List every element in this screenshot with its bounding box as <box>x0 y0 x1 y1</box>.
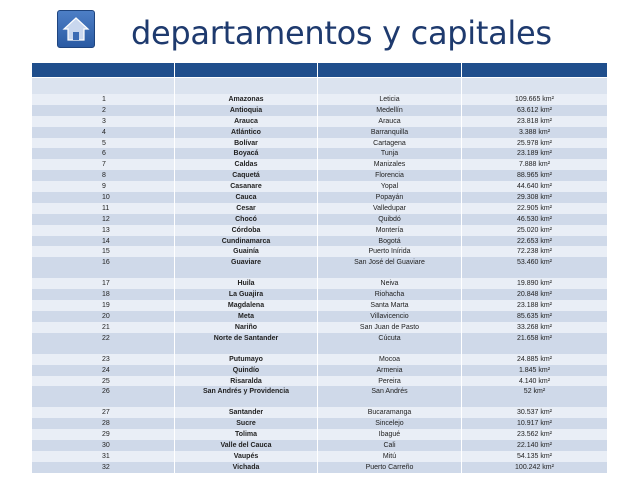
department-name: Atlántico <box>175 127 318 138</box>
area-value: 72.238 km² <box>462 246 608 257</box>
table-row <box>32 214 608 225</box>
table-row <box>32 116 608 127</box>
table-row <box>32 225 608 236</box>
capital-name: Manizales <box>318 159 462 170</box>
capital-name: Valledupar <box>318 203 462 214</box>
row-number: 23 <box>32 354 175 365</box>
capital-name: Popayán <box>318 192 462 203</box>
table-row <box>32 407 608 418</box>
capital-name: Puerto Carreño <box>318 462 462 473</box>
table-row <box>32 148 608 159</box>
department-name: Meta <box>175 311 318 322</box>
area-value: 23.818 km² <box>462 116 608 127</box>
capital-name: Cartagena <box>318 138 462 149</box>
capital-name: Tunja <box>318 148 462 159</box>
row-number: 25 <box>32 376 175 387</box>
capital-name: Medellín <box>318 105 462 116</box>
area-value: 52 km² <box>462 386 608 407</box>
department-name: Antioquia <box>175 105 318 116</box>
header-cell <box>175 63 318 78</box>
capital-name: Quibdó <box>318 214 462 225</box>
table-row <box>32 192 608 203</box>
department-name: Caldas <box>175 159 318 170</box>
departments-table-container <box>31 62 607 473</box>
row-number: 3 <box>32 116 175 127</box>
department-name: Huila <box>175 278 318 289</box>
table-row <box>32 246 608 257</box>
area-value: 20.848 km² <box>462 289 608 300</box>
area-value: 100.242 km² <box>462 462 608 473</box>
capital-name: Montería <box>318 225 462 236</box>
table-row <box>32 462 608 473</box>
row-number: 5 <box>32 138 175 149</box>
area-value: 22.905 km² <box>462 203 608 214</box>
department-name: Cesar <box>175 203 318 214</box>
department-name: Risaralda <box>175 376 318 387</box>
row-number: 15 <box>32 246 175 257</box>
row-number: 12 <box>32 214 175 225</box>
table-header <box>32 63 608 78</box>
area-value: 85.635 km² <box>462 311 608 322</box>
area-value: 21.658 km² <box>462 333 608 354</box>
area-value: 109.665 km² <box>462 94 608 105</box>
row-number: 31 <box>32 451 175 462</box>
table-row <box>32 440 608 451</box>
area-value: 46.530 km² <box>462 214 608 225</box>
table-row <box>32 386 608 407</box>
department-name: Arauca <box>175 116 318 127</box>
table-row <box>32 203 608 214</box>
area-value: 3.388 km² <box>462 127 608 138</box>
capital-name: Ibagué <box>318 429 462 440</box>
area-value: 22.140 km² <box>462 440 608 451</box>
table-row <box>32 300 608 311</box>
capital-name: San Juan de Pasto <box>318 322 462 333</box>
department-name: Tolima <box>175 429 318 440</box>
row-number: 30 <box>32 440 175 451</box>
department-name: Cundinamarca <box>175 236 318 247</box>
area-value: 63.612 km² <box>462 105 608 116</box>
department-name: La Guajira <box>175 289 318 300</box>
row-number: 29 <box>32 429 175 440</box>
capital-name: Cali <box>318 440 462 451</box>
table-row <box>32 322 608 333</box>
department-name: Quindío <box>175 365 318 376</box>
header-cell <box>462 63 608 78</box>
area-value: 44.640 km² <box>462 181 608 192</box>
capital-name: Bucaramanga <box>318 407 462 418</box>
row-number: 10 <box>32 192 175 203</box>
table-row <box>32 278 608 289</box>
table-row <box>32 418 608 429</box>
department-name: Vichada <box>175 462 318 473</box>
department-name: Cauca <box>175 192 318 203</box>
department-name: Caquetá <box>175 170 318 181</box>
row-number: 1 <box>32 94 175 105</box>
capital-name: Arauca <box>318 116 462 127</box>
area-value: 23.189 km² <box>462 148 608 159</box>
row-number: 26 <box>32 386 175 407</box>
department-name: Casanare <box>175 181 318 192</box>
department-name: Norte de Santander <box>175 333 318 354</box>
row-number: 14 <box>32 236 175 247</box>
department-name: Valle del Cauca <box>175 440 318 451</box>
area-value: 10.917 km² <box>462 418 608 429</box>
area-value: 25.978 km² <box>462 138 608 149</box>
capital-name: San Andrés <box>318 386 462 407</box>
department-name: Vaupés <box>175 451 318 462</box>
row-number: 22 <box>32 333 175 354</box>
department-name: Magdalena <box>175 300 318 311</box>
row-number: 6 <box>32 148 175 159</box>
table-row <box>32 236 608 247</box>
capital-name: Sincelejo <box>318 418 462 429</box>
table-row <box>32 257 608 278</box>
department-name: Guainía <box>175 246 318 257</box>
capital-name: Riohacha <box>318 289 462 300</box>
area-value: 25.020 km² <box>462 225 608 236</box>
area-value: 1.845 km² <box>462 365 608 376</box>
row-number: 16 <box>32 257 175 278</box>
row-number: 7 <box>32 159 175 170</box>
table-row <box>32 429 608 440</box>
table-row <box>32 376 608 387</box>
row-number: 4 <box>32 127 175 138</box>
area-value: 88.965 km² <box>462 170 608 181</box>
page-title: departamentos y capitales <box>131 14 552 52</box>
table-spacer-row <box>32 78 608 95</box>
departments-table <box>31 62 608 473</box>
capital-name: Cúcuta <box>318 333 462 354</box>
area-value: 19.890 km² <box>462 278 608 289</box>
capital-name: Santa Marta <box>318 300 462 311</box>
row-number: 9 <box>32 181 175 192</box>
row-number: 21 <box>32 322 175 333</box>
capital-name: Florencia <box>318 170 462 181</box>
capital-name: San José del Guaviare <box>318 257 462 278</box>
department-name: Santander <box>175 407 318 418</box>
capital-name: Barranquilla <box>318 127 462 138</box>
area-value: 53.460 km² <box>462 257 608 278</box>
table-row <box>32 105 608 116</box>
capital-name: Villavicencio <box>318 311 462 322</box>
table-row <box>32 365 608 376</box>
department-name: Amazonas <box>175 94 318 105</box>
department-name: Boyacá <box>175 148 318 159</box>
row-number: 24 <box>32 365 175 376</box>
table-row <box>32 354 608 365</box>
capital-name: Bogotá <box>318 236 462 247</box>
header-cell <box>32 63 175 78</box>
header-cell <box>318 63 462 78</box>
row-number: 32 <box>32 462 175 473</box>
row-number: 2 <box>32 105 175 116</box>
table-row <box>32 451 608 462</box>
area-value: 54.135 km² <box>462 451 608 462</box>
department-name: Córdoba <box>175 225 318 236</box>
table-row <box>32 170 608 181</box>
home-icon <box>62 15 90 43</box>
capital-name: Armenia <box>318 365 462 376</box>
capital-name: Pereira <box>318 376 462 387</box>
capital-name: Mocoa <box>318 354 462 365</box>
department-name: Bolívar <box>175 138 318 149</box>
department-name: Nariño <box>175 322 318 333</box>
table-row <box>32 94 608 105</box>
row-number: 28 <box>32 418 175 429</box>
row-number: 20 <box>32 311 175 322</box>
department-name: Putumayo <box>175 354 318 365</box>
table-row <box>32 333 608 354</box>
department-name: Sucre <box>175 418 318 429</box>
capital-name: Neiva <box>318 278 462 289</box>
capital-name: Mitú <box>318 451 462 462</box>
area-value: 30.537 km² <box>462 407 608 418</box>
area-value: 33.268 km² <box>462 322 608 333</box>
row-number: 8 <box>32 170 175 181</box>
row-number: 18 <box>32 289 175 300</box>
department-name: Guaviare <box>175 257 318 278</box>
area-value: 7.888 km² <box>462 159 608 170</box>
row-number: 17 <box>32 278 175 289</box>
capital-name: Yopal <box>318 181 462 192</box>
row-number: 19 <box>32 300 175 311</box>
area-value: 23.188 km² <box>462 300 608 311</box>
table-row <box>32 289 608 300</box>
table-row <box>32 138 608 149</box>
department-name: Chocó <box>175 214 318 225</box>
area-value: 29.308 km² <box>462 192 608 203</box>
capital-name: Leticia <box>318 94 462 105</box>
table-row <box>32 127 608 138</box>
row-number: 27 <box>32 407 175 418</box>
table-body <box>32 78 608 473</box>
area-value: 23.562 km² <box>462 429 608 440</box>
capital-name: Puerto Inírida <box>318 246 462 257</box>
row-number: 13 <box>32 225 175 236</box>
area-value: 4.140 km² <box>462 376 608 387</box>
table-row <box>32 159 608 170</box>
area-value: 24.885 km² <box>462 354 608 365</box>
home-button[interactable] <box>57 10 95 48</box>
area-value: 22.653 km² <box>462 236 608 247</box>
table-row <box>32 181 608 192</box>
table-row <box>32 311 608 322</box>
row-number: 11 <box>32 203 175 214</box>
department-name: San Andrés y Providencia <box>175 386 318 407</box>
